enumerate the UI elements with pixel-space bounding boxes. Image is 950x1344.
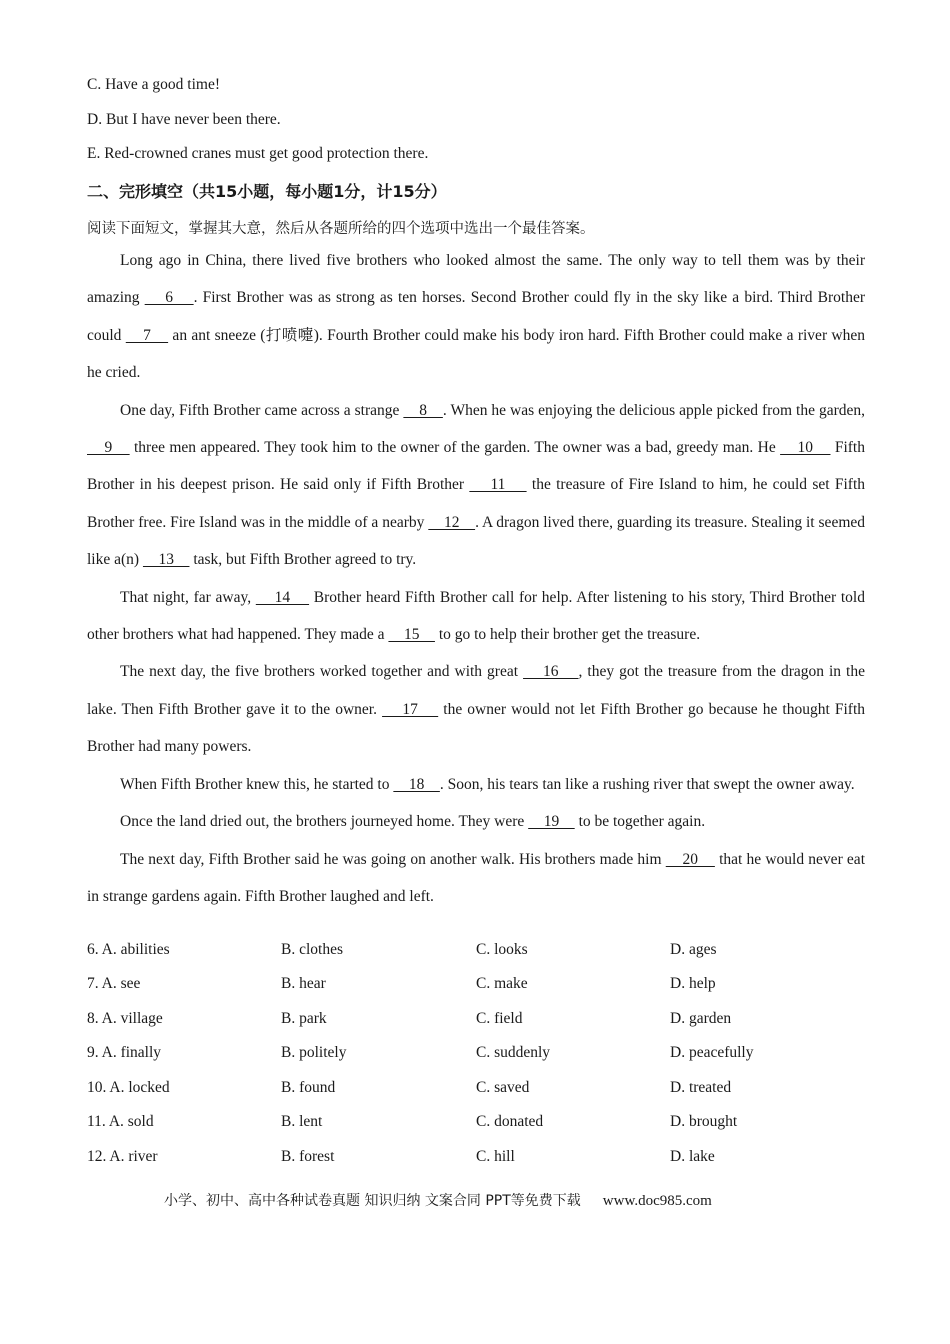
blank-18: 18 bbox=[393, 775, 440, 793]
option-a: 8. A. village bbox=[87, 1010, 163, 1027]
text: When Fifth Brother knew this, he started to bbox=[120, 775, 394, 793]
paragraph-6 bbox=[87, 803, 865, 840]
option-c: C. saved bbox=[476, 1079, 530, 1096]
option-b: B. found bbox=[281, 1079, 336, 1096]
option-b: B. politely bbox=[281, 1044, 347, 1061]
option-c: C. donated bbox=[476, 1113, 544, 1130]
option-d: D. treated bbox=[670, 1079, 732, 1096]
prev-option-d: D. But I have never been there. bbox=[87, 111, 281, 128]
text: . When he was enjoying the delicious apple picked from the garden, bbox=[442, 401, 865, 419]
option-d: D. ages bbox=[670, 941, 717, 958]
text: . A dragon lived there, guarding its treasure. Stealing it seemed like a(n) bbox=[87, 513, 866, 569]
blank-7: 7 bbox=[125, 326, 169, 344]
prev-option-e: E. Red-crowned cranes must get good protection there. bbox=[87, 145, 429, 162]
blank-11: 11 bbox=[469, 476, 527, 494]
text: task, but Fifth Brother agreed to try. bbox=[189, 551, 417, 569]
question-12-options bbox=[87, 1148, 867, 1170]
option-c: C. hill bbox=[476, 1148, 515, 1165]
text: three men appeared. They took him to the owner of the garden. The owner was a bad, greedy man. He bbox=[129, 439, 781, 457]
text: the owner would not let Fifth Brother go because he thought Fifth Brother had many powers. bbox=[87, 700, 866, 756]
option-b: B. lent bbox=[281, 1113, 323, 1130]
question-9-options bbox=[87, 1044, 867, 1066]
question-7-options bbox=[87, 975, 867, 997]
text: the treasure of Fire Island to him, he could set Fifth Brother free. Fire Island was in the middle of a nearby bbox=[87, 476, 865, 531]
option-d: D. garden bbox=[670, 1010, 732, 1027]
paragraph-3 bbox=[87, 579, 865, 654]
option-c: C. make bbox=[476, 975, 528, 992]
paragraph-4 bbox=[87, 653, 865, 765]
question-6-options bbox=[87, 941, 867, 963]
text: The next day, the five brothers worked together and with great bbox=[120, 663, 524, 681]
blank-12: 12 bbox=[428, 513, 476, 531]
option-a: 7. A. see bbox=[87, 975, 141, 992]
blank-8: 8 bbox=[403, 401, 443, 419]
blank-9: 9 bbox=[87, 439, 130, 457]
text: That night, far away, bbox=[120, 588, 256, 606]
text: Long ago in China, there lived five brothers who looked almost the same. The only way to tell them was by their amazing bbox=[87, 252, 865, 307]
footer-text: 小学、初中、高中各种试卷真题 知识归纳 文案合同 PPT等免费下载 bbox=[164, 1193, 581, 1209]
section-heading: 二、完形填空（共15小题，每小题1分，计15分） bbox=[87, 182, 447, 201]
option-c: C. field bbox=[476, 1010, 523, 1027]
blank-6: 6 bbox=[144, 289, 194, 307]
option-b: B. clothes bbox=[281, 941, 343, 958]
blank-17: 17 bbox=[382, 700, 439, 718]
text: . First Brother was as strong as ten horses. Second Brother could fly in the sky like a bird. Third Brother could bbox=[87, 289, 865, 344]
option-b: B. hear bbox=[281, 975, 326, 992]
option-a: 11. A. sold bbox=[87, 1113, 154, 1130]
section-instruction: 阅读下面短文，掌握其大意，然后从各题所给的四个选项中选出一个最佳答案。 bbox=[87, 221, 595, 237]
blank-10: 10 bbox=[780, 439, 831, 457]
blank-20: 20 bbox=[665, 850, 715, 868]
blank-16: 16 bbox=[523, 663, 579, 681]
text: Once the land dried out, the brothers journeyed home. They were bbox=[120, 813, 529, 831]
blank-14: 14 bbox=[255, 588, 310, 606]
option-c: C. suddenly bbox=[476, 1044, 551, 1061]
paragraph-1 bbox=[87, 242, 865, 392]
question-8-options bbox=[87, 1010, 867, 1032]
text: . Soon, his tears tan like a rushing river that swept the owner away. bbox=[439, 775, 855, 793]
option-d: D. brought bbox=[670, 1113, 738, 1130]
text: an ant sneeze (打喷嚏). Fourth Brother could make his body iron hard. Fifth Brother could make a river when he cried. bbox=[87, 326, 865, 382]
option-a: 6. A. abilities bbox=[87, 941, 170, 958]
text: The next day, Fifth Brother said he was going on another walk. His brothers made him bbox=[120, 850, 666, 868]
text: , they got the treasure from the dragon in the lake. Then Fifth Brother gave it to the owner. bbox=[87, 663, 865, 718]
option-d: D. lake bbox=[670, 1148, 715, 1165]
option-d: D. help bbox=[670, 975, 716, 992]
page-footer bbox=[164, 1190, 712, 1210]
blank-19: 19 bbox=[528, 813, 575, 831]
question-11-options bbox=[87, 1113, 867, 1135]
question-10-options bbox=[87, 1079, 867, 1101]
text: that he would never eat in strange gardens again. Fifth Brother laughed and left. bbox=[87, 850, 865, 905]
option-a: 10. A. locked bbox=[87, 1079, 170, 1096]
cloze-passage bbox=[87, 242, 865, 915]
text: to go to help their brother get the treasure. bbox=[434, 626, 701, 644]
option-b: B. forest bbox=[281, 1148, 335, 1165]
text: to be together again. bbox=[574, 813, 706, 831]
text: One day, Fifth Brother came across a strange bbox=[120, 401, 404, 419]
option-d: D. peacefully bbox=[670, 1044, 754, 1061]
option-c: C. looks bbox=[476, 941, 528, 958]
blank-15: 15 bbox=[388, 626, 435, 644]
option-a: 9. A. finally bbox=[87, 1044, 162, 1061]
paragraph-7 bbox=[87, 841, 865, 916]
paragraph-2 bbox=[87, 392, 865, 579]
text: Brother heard Fifth Brother call for help. After listening to his story, Third Brother told other brothers what had happened. They made a bbox=[87, 588, 865, 644]
text: Fifth Brother in his deepest prison. He said only if Fifth Brother bbox=[87, 439, 865, 494]
paragraph-5 bbox=[87, 766, 865, 803]
footer-url[interactable]: www.doc985.com bbox=[602, 1193, 712, 1209]
blank-13: 13 bbox=[142, 551, 190, 569]
option-b: B. park bbox=[281, 1010, 327, 1027]
option-a: 12. A. river bbox=[87, 1148, 158, 1165]
prev-option-c: C. Have a good time! bbox=[87, 76, 221, 93]
